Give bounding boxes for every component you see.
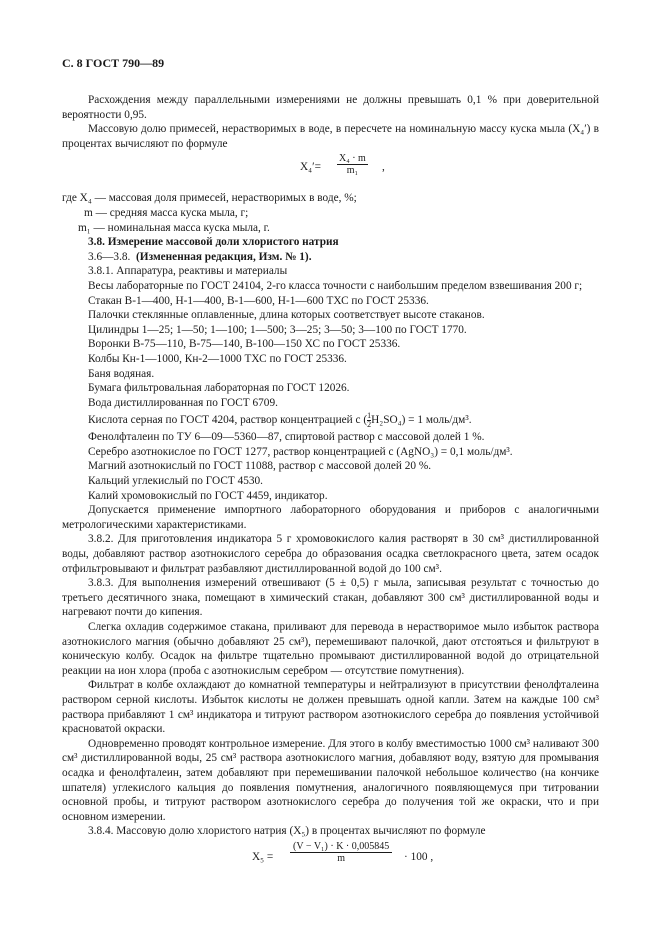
section-title: 3.8. Измерение массовой доли хлористого натрия — [88, 236, 339, 249]
formula-x5-numerator: (V − V₁) · K · 0,005845 — [290, 841, 392, 853]
acid-item — [62, 410, 599, 430]
formula-x5-tail: · 100 , — [404, 850, 434, 863]
paragraph-384: 3.8.4. Массовую долю хлористого натрия (X₅) в процентах вычисляют по формуле — [88, 825, 486, 838]
list-item: Воронки В-75—110, В-75—140, В-100—150 ХС по ГОСТ 25336. — [88, 338, 401, 351]
paragraph-insoluble: Массовую долю примесей, нерастворимых в воде, в пересчете на номинальную массу куска мыла (X₄′) в процентах вычисляют по формуле — [62, 123, 599, 150]
formula-x4-tail: , — [382, 161, 385, 174]
list-item: Кальций углекислый по ГОСТ 4530. — [88, 475, 263, 488]
list-item: Серебро азотнокислое по ГОСТ 1277, раствор концентрацией с (AgNO₃) = 0,1 моль/дм³. — [88, 445, 513, 458]
paragraph-control: Одновременно проводят контрольное измерение. Для этого в колбу вместимостью 1000 см³ наливают 300 см³ дистиллированной воды, 25 см³ раствора азотнокислого магния, добавляют воду, взятую для промывания осадка и фенолфталеин, затем добавляют при перемешивании палочкой небольшое количество (на кончике шпателя) углекислого кальция до появления помутнения, аналогичного появляющемуся при титровании основной пробы, и титруют раствором азотнокислого серебра до получения той же окраски, что и при основном измерении. — [62, 737, 599, 823]
paragraph-382: 3.8.2. Для приготовления индикатора 5 г хромовокислого калия растворят в 30 см³ дистиллированной воды, добавляют раствор азотнокислого серебра до образования осадка светлокрасного цвета, затем осадок отфильтровывают и фильтрат разбавляют дистиллированной водой до 100 см³. — [62, 533, 599, 575]
scales-item: Весы лабораторные по ГОСТ 24104, 2-го класса точности с наибольшим пределом взвешивания 200 г; — [88, 279, 583, 292]
section-edit-num: 3.6—3.8. — [88, 250, 131, 263]
where-line-3: m₁ — номинальная масса куска мыла, г. — [78, 221, 270, 234]
formula-x5 — [62, 839, 599, 881]
list-item: Стакан В-1—400, Н-1—400, В-1—600, Н-1—600 ТХС по ГОСТ 25336. — [88, 294, 429, 307]
list-item: Вода дистиллированная по ГОСТ 6709. — [88, 396, 278, 409]
acid-text-post: H₂SO₄) = 1 моль/дм³. — [371, 414, 472, 427]
acid-text-pre: Кислота серная по ГОСТ 4204, раствор концентрацией с ( — [88, 414, 368, 427]
list-item: Колбы Кн-1—1000, Кн-2—1000 ТХС по ГОСТ 25336. — [88, 352, 347, 365]
paragraph-discrepancy: Расхождения между параллельными измерениями не должны превышать 0,1 % при доверительной вероятности 0,95. — [62, 94, 599, 121]
list-item: Палочки стеклянные оплавленные, длина которых соответствует высоте стаканов. — [88, 309, 485, 322]
where-line-2: m — средняя масса куска мыла, г; — [84, 206, 249, 219]
list-item: Бумага фильтровальная лабораторная по ГОСТ 12026. — [88, 382, 350, 395]
document-page — [62, 56, 599, 881]
list-item: Баня водяная. — [88, 367, 155, 380]
paragraph-cooling: Слегка охладив содержимое стакана, приливают для перевода в нерастворимое мыло избыток раствора азотнокислого магния (обычно добавляют 25 см³), перемешивают палочкой, дают отстояться и фильтруют в коническую колбу. Осадок на фильтре тщательно промывают дистиллированной водой до отрицательной реакции на ион хлора (проба с азотнокислым серебром — отсутствие помутнения). — [62, 621, 599, 677]
list-item: Магний азотнокислый по ГОСТ 11088, раствор с массовой долей 20 %. — [88, 460, 432, 473]
formula-x4 — [62, 151, 599, 191]
paragraph-import-note: Допускается применение импортного лабораторного оборудования и приборов с аналогичными метрологическими характеристиками. — [62, 504, 599, 531]
subsection-381: 3.8.1. Аппаратура, реактивы и материалы — [88, 265, 288, 278]
where-line-1: где X₄ — массовая доля примесей, нерастворимых в воде, %; — [62, 192, 357, 205]
formula-x4-fraction — [337, 153, 368, 176]
paragraph-filtrate: Фильтрат в колбе охлаждают до комнатной температуры и нейтрализуют в присутствии фенолфталеина раствором серной кислоты. Избыток кислоты не должен превышать одной капли. Затем на каждые 100 см³ раствора прибавляют 1 см³ индикатора и титруют раствором азотнокислого серебра до появления устойчивой красноватой окраски. — [62, 679, 599, 736]
formula-x4-numerator: X₄ · m — [339, 153, 366, 165]
formula-x5-denominator: m — [337, 852, 346, 864]
paragraph-383: 3.8.3. Для выполнения измерений отвешивают (5 ± 0,5) г мыла, записывая результат с точностью до третьего десятичного знака, помещают в химический стакан, добавляют 300 см³ дистиллированной воды и нагревают почти до кипения. — [62, 577, 599, 619]
formula-x4-denominator: m₁ — [346, 165, 359, 177]
list-item: Цилиндры 1—25; 1—50; 1—100; 1—500; 3—25; 3—50; 3—100 по ГОСТ 1770. — [88, 323, 467, 336]
section-edit-note — [62, 250, 599, 265]
list-item: Фенолфталеин по ТУ 6—09—5360—87, спиртовой раствор с массовой долей 1 %. — [88, 431, 485, 444]
list-item: Калий хромовокислый по ГОСТ 4459, индикатор. — [88, 489, 328, 502]
acid-fraction-bottom: 2 — [367, 420, 372, 430]
section-edit-text: (Измененная редакция, Изм. № 1). — [136, 250, 312, 263]
acid-fraction-top: 1 — [367, 411, 372, 421]
formula-x5-fraction — [290, 841, 392, 864]
page-header: С. 8 ГОСТ 790—89 — [62, 56, 165, 70]
formula-x5-lhs: X₅ = — [252, 850, 274, 863]
formula-x4-lhs: X₄′= — [300, 161, 321, 174]
